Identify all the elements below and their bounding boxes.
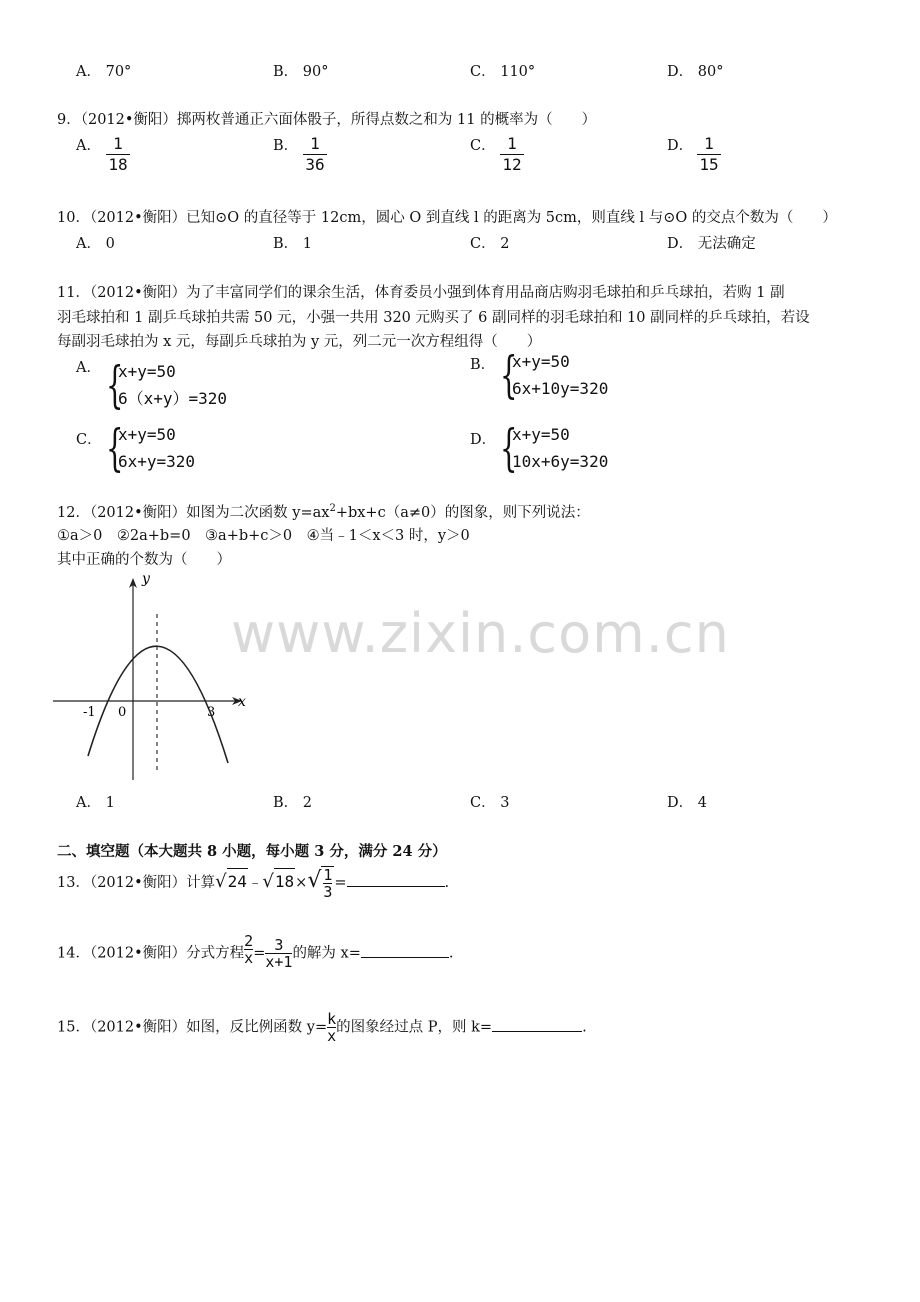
q8-option-a: A． 70° xyxy=(76,64,132,80)
q12-stem: 12．（2012•衡阳）如图为二次函数 $y=ax^2+bx+c(a\ne 0)$的图象，则下列说法： xyxy=(57,503,590,521)
q11-option-c-letter: C． xyxy=(76,432,102,448)
q12-option-b: B． 2 xyxy=(273,795,312,811)
q9-option-a-letter: A． xyxy=(76,138,101,154)
q12-question: 其中正确的个数为（ ） xyxy=(57,552,231,568)
q11-option-d-system: { x+y=50 10x+6y=320 xyxy=(500,419,609,477)
q9-option-c-letter: C． xyxy=(470,138,496,154)
section-2-heading: 二、填空题（本大题共 8 小题，每小题 3 分，满分 24 分） xyxy=(57,843,447,860)
y-axis-label: y xyxy=(142,571,150,587)
q11-option-b-system: { x+y=50 6x+10y=320 xyxy=(500,346,609,404)
q9-stem: 9．（2012•衡阳）掷两枚普通正六面体骰子，所得点数之和为 11 的概率为（ ） xyxy=(57,112,597,128)
x-axis-label: x xyxy=(238,694,246,710)
tick-label-3: 3 xyxy=(207,705,216,720)
q11-line-1: 11．（2012•衡阳）为了丰富同学们的课余生活，体育委员小强到体育用品商店购羽毛球拍和乒乓球拍，若购 1 副 xyxy=(57,285,785,301)
q11-option-d-letter: D． xyxy=(470,432,497,448)
q13-line: 13．（2012•衡阳）计算$√24﹣√18\times√\frac{1}{3}=$ . xyxy=(57,866,450,901)
q8-option-b: B． 90° xyxy=(273,64,329,80)
q15-answer-blank[interactable] xyxy=(492,1031,582,1032)
q15-line: 15．（2012•衡阳）如图，反比例函数 $y=\frac{k}{x}$的图象经过点 P，则 k= . xyxy=(57,1010,587,1045)
q10-option-c: C． 2 xyxy=(470,236,510,252)
q12-statements: ①a＞0 ②2a+b=0 ③a+b+c＞0 ④当﹣1＜x＜3 时，y＞0 xyxy=(57,528,470,544)
q9-option-d-fraction: 1 15 xyxy=(697,135,721,174)
q12-option-d: D． 4 xyxy=(667,795,707,811)
q9-option-c-fraction: 1 12 xyxy=(500,135,524,174)
q9-option-b-fraction: 1 36 xyxy=(303,135,327,174)
q14-line: 14．（2012•衡阳）分式方程$\frac{2}{x}=\frac{3}{x+1}$的解为 x= . xyxy=(57,932,454,971)
q11-option-a-letter: A． xyxy=(76,360,101,376)
q8-option-c: C． 110° xyxy=(470,64,536,80)
q11-option-a-system: { x+y=50 6（x+y）=320 xyxy=(106,356,228,414)
q10-option-a: A． 0 xyxy=(76,236,115,252)
q9-option-d-letter: D． xyxy=(667,138,694,154)
q9-option-b-letter: B． xyxy=(273,138,299,154)
q11-line-2: 羽毛球拍和 1 副乒乓球拍共需 50 元，小强一共用 320 元购买了 6 副同样的羽毛球拍和 10 副同样的乒乓球拍，若设 xyxy=(57,310,810,326)
q10-stem: 10．（2012•衡阳）已知⊙O 的直径等于 12cm，圆心 O 到直线 l 的距离为 5cm，则直线 l 与⊙O 的交点个数为（ ） xyxy=(57,210,837,226)
q14-answer-blank[interactable] xyxy=(361,957,449,958)
q8-option-d: D． 80° xyxy=(667,64,724,80)
q12-option-c: C． 3 xyxy=(470,795,510,811)
q11-line-3: 每副羽毛球拍为 x 元，每副乒乓球拍为 y 元，列二元一次方程组得（ ） xyxy=(57,334,542,350)
q12-option-a: A． 1 xyxy=(76,795,115,811)
q11-option-b-letter: B． xyxy=(470,357,496,373)
q13-answer-blank[interactable] xyxy=(347,886,445,887)
q10-option-b: B． 1 xyxy=(273,236,312,252)
q12-parabola-graph xyxy=(50,570,255,785)
watermark: www.zixin.com.cn xyxy=(231,602,730,665)
tick-label-0: 0 xyxy=(118,705,127,720)
q11-option-c-system: { x+y=50 6x+y=320 xyxy=(106,419,196,477)
q10-option-d: D． 无法确定 xyxy=(667,236,756,252)
q9-option-a-fraction: 1 18 xyxy=(106,135,130,174)
tick-label-neg1: -1 xyxy=(83,705,96,720)
